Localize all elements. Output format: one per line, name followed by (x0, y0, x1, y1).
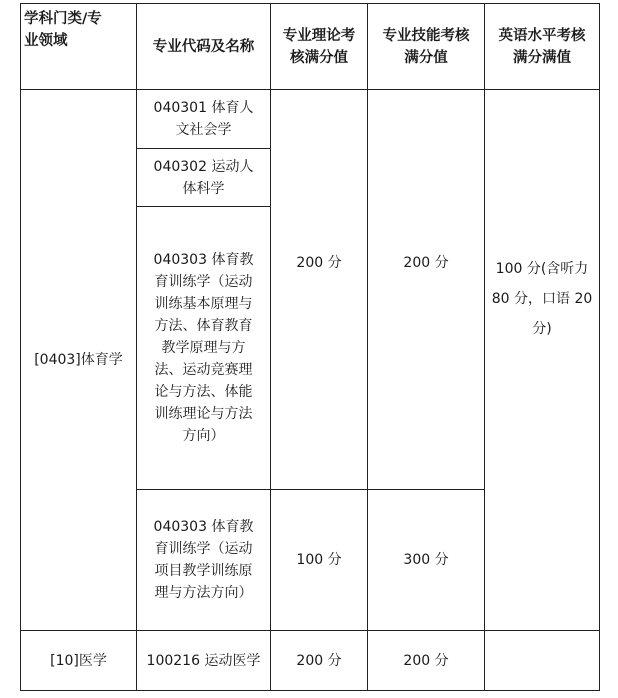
header-field-line2: 业领域 (24, 33, 68, 49)
program-line: 方向） (182, 428, 225, 444)
theory-score-medicine: 200 分 (296, 652, 342, 669)
header-skill-line2: 满分值 (404, 49, 448, 66)
program-line: 项目教学训练原 (154, 563, 253, 579)
header-english (485, 4, 599, 89)
header-theory-line1: 专业理论考 (282, 27, 356, 44)
program-line: 训练理论与方法 (154, 406, 253, 422)
skill-score-a: 200 分 (403, 254, 449, 271)
program-line: 育训练学（运动 (154, 274, 253, 290)
english-score (485, 90, 599, 508)
program-line: 方法、体育教育 (154, 318, 253, 334)
program-line: 理与方法方向） (154, 585, 253, 601)
header-theory (271, 4, 367, 89)
program-line: 教学原理与方 (161, 340, 246, 356)
header-program: 专业代码及名称 (152, 38, 255, 55)
header-skill (368, 4, 484, 89)
theory-score-a: 200 分 (296, 254, 342, 271)
header-english-line2: 满分满值 (513, 49, 571, 66)
english-line: 100 分(含听力 (495, 261, 589, 277)
header-theory-line2: 核满分值 (290, 49, 348, 66)
field-cell-sports: [0403]体育学 (34, 352, 123, 368)
header-english-line1: 英语水平考核 (498, 27, 586, 44)
theory-score-b: 100 分 (296, 552, 342, 568)
program-cell-040301 (137, 90, 270, 148)
program-line: 体科学 (182, 180, 225, 197)
skill-score-b: 300 分 (403, 552, 449, 568)
field-cell-medicine: [10]医学 (50, 652, 107, 669)
program-line: 040302 运动人 (153, 158, 254, 175)
program-cell-040302 (137, 149, 270, 206)
program-cell-100216: 100216 运动医学 (146, 652, 261, 669)
program-line: 040303 体育教 (153, 519, 254, 535)
table-border (599, 3, 600, 691)
header-field (24, 8, 134, 84)
header-skill-line1: 专业技能考核 (382, 27, 470, 44)
program-line: 040301 体育人 (153, 100, 254, 116)
program-line: 论与方法、体能 (154, 384, 253, 400)
table-border (20, 690, 600, 691)
program-cell-040303-b (137, 490, 270, 630)
program-line: 法、运动竞赛理 (154, 362, 253, 378)
program-cell-040303-a (137, 207, 270, 489)
program-line: 育训练学（运动 (154, 541, 253, 557)
program-line: 文社会学 (175, 122, 232, 138)
english-line: 分) (532, 321, 552, 337)
program-line: 040303 体育教 (153, 252, 254, 268)
header-field-line1: 学科门类/专 (24, 11, 102, 27)
program-line: 训练基本原理与 (154, 296, 253, 312)
english-line: 80 分，口语 20 (491, 291, 593, 307)
skill-score-medicine: 200 分 (403, 652, 449, 669)
